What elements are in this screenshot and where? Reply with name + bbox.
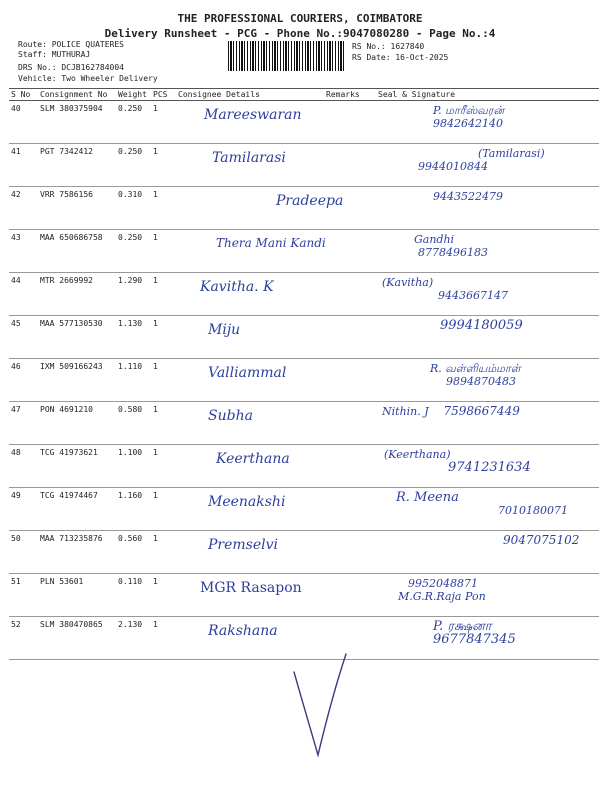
sno: 40 [9,101,38,144]
signature-cell [376,617,599,660]
weight: 1.290 [116,273,151,316]
remarks [324,445,376,488]
pcs: 1 [151,359,176,402]
route-label: Route: POLICE QUATERES [18,40,124,49]
signature-cell [376,402,599,445]
signature-line2: 9741231634 [448,460,531,475]
col-signature: Seal & Signature [376,89,599,101]
remarks [324,273,376,316]
consignment-no: MAA 650686758 [38,230,116,273]
remarks [324,144,376,187]
consignment-no: TCG 41974467 [38,488,116,531]
sno: 52 [9,617,38,660]
pcs: 1 [151,144,176,187]
sno: 46 [9,359,38,402]
pcs: 1 [151,230,176,273]
weight: 0.250 [116,144,151,187]
table-row [9,273,599,316]
consignment-no: PGT 7342412 [38,144,116,187]
consignment-no: IXM 509166243 [38,359,116,402]
sno: 47 [9,402,38,445]
consignee-handwriting: Premselvi [208,537,279,553]
signature-line2: M.G.R.Raja Pon [398,590,486,603]
pcs: 1 [151,101,176,144]
signature-line2: 9944010844 [418,160,488,173]
sno: 43 [9,230,38,273]
table-row [9,359,599,402]
signature-line1: (Tamilarasi) [478,147,545,160]
pcs: 1 [151,617,176,660]
weight: 1.130 [116,316,151,359]
col-weight: Weight [116,89,151,101]
consignee-cell [176,488,324,531]
remarks [324,531,376,574]
signature-line2: 9047075102 [503,533,580,547]
remarks [324,316,376,359]
consignment-no: MAA 577130530 [38,316,116,359]
signature-cell [376,101,599,144]
consignee-handwriting: Mareeswaran [204,107,302,123]
consignment-no: MTR 2669992 [38,273,116,316]
consignee-cell [176,445,324,488]
signature-line2: 7598667449 [443,404,520,418]
signature-line1: (Kavitha) [382,276,434,289]
sno: 41 [9,144,38,187]
sno: 50 [9,531,38,574]
signature-cell [376,187,599,230]
table-row [9,144,599,187]
signature-cell [376,445,599,488]
pcs: 1 [151,488,176,531]
signature-line1: R. வள்ளியம்மாள் [430,362,521,375]
consignment-no: PON 4691210 [38,402,116,445]
consignee-handwriting: Valliammal [208,365,287,381]
pcs: 1 [151,402,176,445]
consignee-cell [176,101,324,144]
consignee-cell [176,316,324,359]
signature-cell [376,273,599,316]
table-row [9,488,599,531]
sno: 49 [9,488,38,531]
consignee-cell [176,273,324,316]
signature-line2: 9443522479 [433,190,503,203]
signature-line1: P. ரக்ஷனா [433,619,492,634]
sno: 44 [9,273,38,316]
signature-line2: 9443667147 [438,289,508,302]
weight: 1.160 [116,488,151,531]
consignee-cell [176,230,324,273]
consignee-handwriting: Miju [208,322,241,338]
sno: 51 [9,574,38,617]
signature-line1: (Keerthana) [384,448,451,461]
signature-line2: 7010180071 [498,504,568,517]
col-pcs: PCS [151,89,176,101]
remarks [324,402,376,445]
consignment-no: SLM 380375904 [38,101,116,144]
col-sno: S No [9,89,38,101]
signature-cell [376,531,599,574]
consignee-cell [176,574,324,617]
remarks [324,230,376,273]
consignee-handwriting: Subha [208,408,253,424]
sno: 42 [9,187,38,230]
pcs: 1 [151,316,176,359]
barcode-icon [228,41,346,71]
table-row [9,531,599,574]
company-name: THE PROFESSIONAL COURIERS, COIMBATORE [177,12,423,25]
rs-date: RS Date: 16-Oct-2025 [352,53,449,62]
rs-number: RS No.: 1627840 [352,42,425,51]
consignee-cell [176,187,344,230]
table-row [9,101,599,144]
consignee-cell [176,359,324,402]
consignment-no: TCG 41973621 [38,445,116,488]
sno: 45 [9,316,38,359]
table-row [9,445,599,488]
signature-line1: R. Meena [396,490,459,505]
signature-cell [376,574,599,617]
consignment-no: VRR 7586156 [38,187,116,230]
signature-cell [376,316,599,359]
consignee-handwriting: Keerthana [216,451,290,467]
signature-line2: 9994180059 [440,318,523,333]
weight: 0.250 [116,101,151,144]
table-header-row [9,89,599,101]
consignment-no: MAA 713235876 [38,531,116,574]
remarks [324,488,376,531]
consignment-no: SLM 380470865 [38,617,116,660]
signature-cell [376,230,599,273]
pcs: 1 [151,445,176,488]
consignee-handwriting: Tamilarasi [212,150,286,166]
col-remarks: Remarks [324,89,376,101]
weight: 0.250 [116,230,151,273]
runsheet-title: Delivery Runsheet - PCG - Phone No.:9047080280 - Page No.:4 [104,27,496,40]
col-consignment: Consignment No [38,89,116,101]
checkmark-icon [280,650,350,760]
signature-cell [376,488,599,531]
consignee-handwriting: Meenakshi [208,494,286,510]
weight: 0.580 [116,402,151,445]
consignee-cell [176,531,324,574]
signature-line1: Gandhi [414,233,455,246]
signature-line2: 8778496183 [418,246,488,259]
consignee-handwriting: Pradeepa [276,193,344,209]
weight: 1.100 [116,445,151,488]
consignment-no: PLN 53601 [38,574,116,617]
signature-line1: Nithin. J [382,405,429,418]
drs-number: DRS No.: DCJB162784004 [18,63,124,72]
consignee-handwriting: Rakshana [208,623,278,639]
signature-line2: 9842642140 [433,117,503,130]
vehicle-label: Vehicle: Two Wheeler Delivery [18,74,158,83]
col-consignee: Consignee Details [176,89,324,101]
remarks [324,359,376,402]
consignee-handwriting: MGR Rasapon [200,580,302,596]
pcs: 1 [151,273,176,316]
pcs: 1 [151,187,176,230]
remarks [324,574,376,617]
staff-label: Staff: MUTHURAJ [18,50,91,59]
consignee-cell [176,144,324,187]
signature-line1: P. மாரீஸ்வரன் [433,104,505,117]
consignee-handwriting: Thera Mani Kandi [216,236,326,250]
weight: 2.130 [116,617,151,660]
signature-line2: 9894870483 [446,375,516,388]
remarks [324,101,376,144]
pcs: 1 [151,531,176,574]
table-row [9,230,599,273]
signature-line1: 9952048871 [408,577,478,590]
signature-cell [376,144,599,187]
weight: 0.310 [116,187,151,230]
consignee-cell [176,402,324,445]
table-row [9,402,599,445]
table-row [9,187,599,230]
table-row [9,316,599,359]
signature-line2: 9677847345 [433,632,516,647]
sno: 48 [9,445,38,488]
weight: 0.560 [116,531,151,574]
consignee-handwriting: Kavitha. K [200,279,274,295]
weight: 1.110 [116,359,151,402]
weight: 0.110 [116,574,151,617]
pcs: 1 [151,574,176,617]
table-row [9,574,599,617]
runsheet-table [9,88,599,660]
signature-cell [376,359,599,402]
